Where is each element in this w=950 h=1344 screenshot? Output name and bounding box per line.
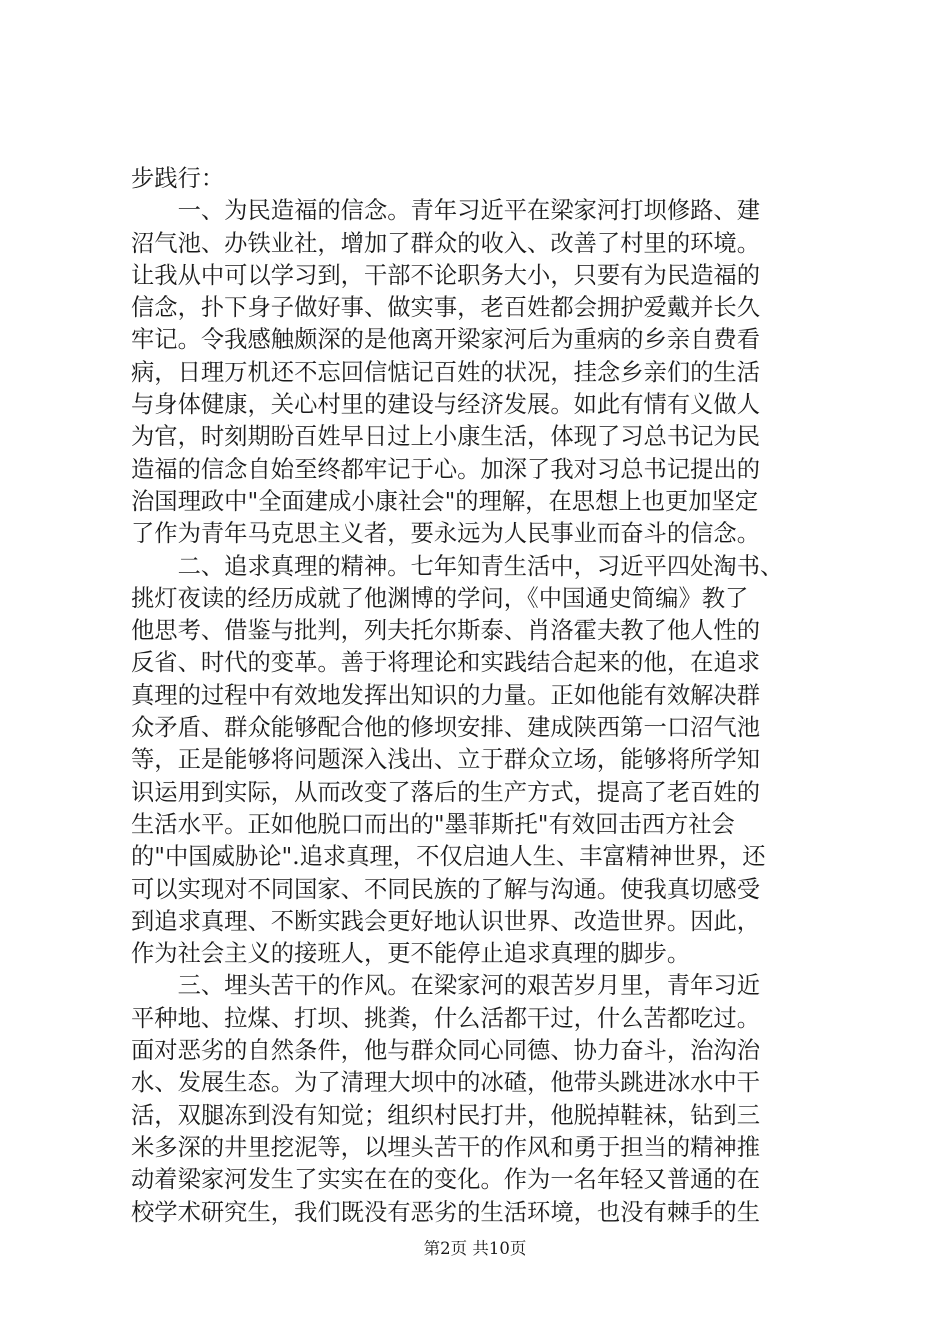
text-line: 为官，时刻期盼百姓早日过上小康生活，体现了习总书记为民 xyxy=(131,423,761,451)
text-line: 识运用到实际，从而改变了落后的生产方式，提高了老百姓的 xyxy=(131,778,761,806)
text-line: 面对恶劣的自然条件，他与群众同心同德、协力奋斗，治沟治 xyxy=(131,1037,761,1065)
text-line: 活，双腿冻到没有知觉；组织村民打井，他脱掉鞋袜，钻到三 xyxy=(131,1101,761,1129)
text-line: 与身体健康，关心村里的建设与经济发展。如此有情有义做人 xyxy=(131,391,761,419)
text-line: 他思考、借鉴与批判，列夫托尔斯泰、肖洛霍夫教了他人性的 xyxy=(131,617,761,645)
text-line: 众矛盾、群众能够配合他的修坝安排、建成陕西第一口沼气池 xyxy=(131,714,761,742)
text-line: 生活水平。正如他脱口而出的"墨菲斯托"有效回击西方社会 xyxy=(131,810,735,838)
text-line: 可以实现对不同国家、不同民族的了解与沟通。使我真切感受 xyxy=(131,875,761,903)
text-line: 沼气池、办铁业社，增加了群众的收入、改善了村里的环境。 xyxy=(131,229,761,257)
text-line: 米多深的井里挖泥等，以埋头苦干的作风和勇于担当的精神推 xyxy=(131,1133,761,1161)
text-line: 步践行： xyxy=(131,165,225,192)
text-line: 了作为青年马克思主义者，要永远为人民事业而奋斗的信念。 xyxy=(131,520,761,548)
text-line: 到追求真理、不断实践会更好地认识世界、改造世界。因此， xyxy=(131,907,761,935)
text-line: 的"中国威胁论".追求真理，不仅启迪人生、丰富精神世界，还 xyxy=(131,843,766,871)
text-line: 治国理政中"全面建成小康社会"的理解，在思想上也更加坚定 xyxy=(131,487,759,515)
text-line: 三、埋头苦干的作风。在梁家河的艰苦岁月里，青年习近 xyxy=(131,972,761,1000)
text-line: 作为社会主义的接班人，更不能停止追求真理的脚步。 xyxy=(131,940,691,968)
page-footer: 第2页 共10页 xyxy=(423,1239,527,1258)
text-line: 挑灯夜读的经历成就了他渊博的学问，《中国通史简编》教了 xyxy=(131,584,749,612)
text-line: 真理的过程中有效地发挥出知识的力量。正如他能有效解决群 xyxy=(131,681,761,709)
text-line: 水、发展生态。为了清理大坝中的冰碴，他带头跳进冰水中干 xyxy=(131,1069,761,1097)
document-body xyxy=(131,163,831,1229)
text-line: 反省、时代的变革。善于将理论和实践结合起来的他，在追求 xyxy=(131,649,761,677)
text-line: 二、追求真理的精神。七年知青生活中，习近平四处淘书、 xyxy=(131,552,784,580)
text-line: 病，日理万机还不忘回信惦记百姓的状况，挂念乡亲们的生活 xyxy=(131,358,761,386)
text-line: 造福的信念自始至终都牢记于心。加深了我对习总书记提出的 xyxy=(131,455,761,483)
text-line: 信念，扑下身子做好事、做实事，老百姓都会拥护爱戴并长久 xyxy=(131,294,761,322)
text-line: 平种地、拉煤、打坝、挑粪，什么活都干过，什么苦都吃过。 xyxy=(131,1004,761,1032)
text-line: 校学术研究生，我们既没有恶劣的生活环境，也没有棘手的生 xyxy=(131,1198,761,1226)
text-line: 一、为民造福的信念。青年习近平在梁家河打坝修路、建 xyxy=(131,197,761,225)
text-line: 动着梁家河发生了实实在在的变化。作为一名年轻又普通的在 xyxy=(131,1166,761,1194)
text-line: 等，正是能够将问题深入浅出、立于群众立场，能够将所学知 xyxy=(131,746,761,774)
text-line: 牢记。令我感触颇深的是他离开梁家河后为重病的乡亲自费看 xyxy=(131,326,761,354)
text-line: 让我从中可以学习到，干部不论职务大小，只要有为民造福的 xyxy=(131,261,761,289)
